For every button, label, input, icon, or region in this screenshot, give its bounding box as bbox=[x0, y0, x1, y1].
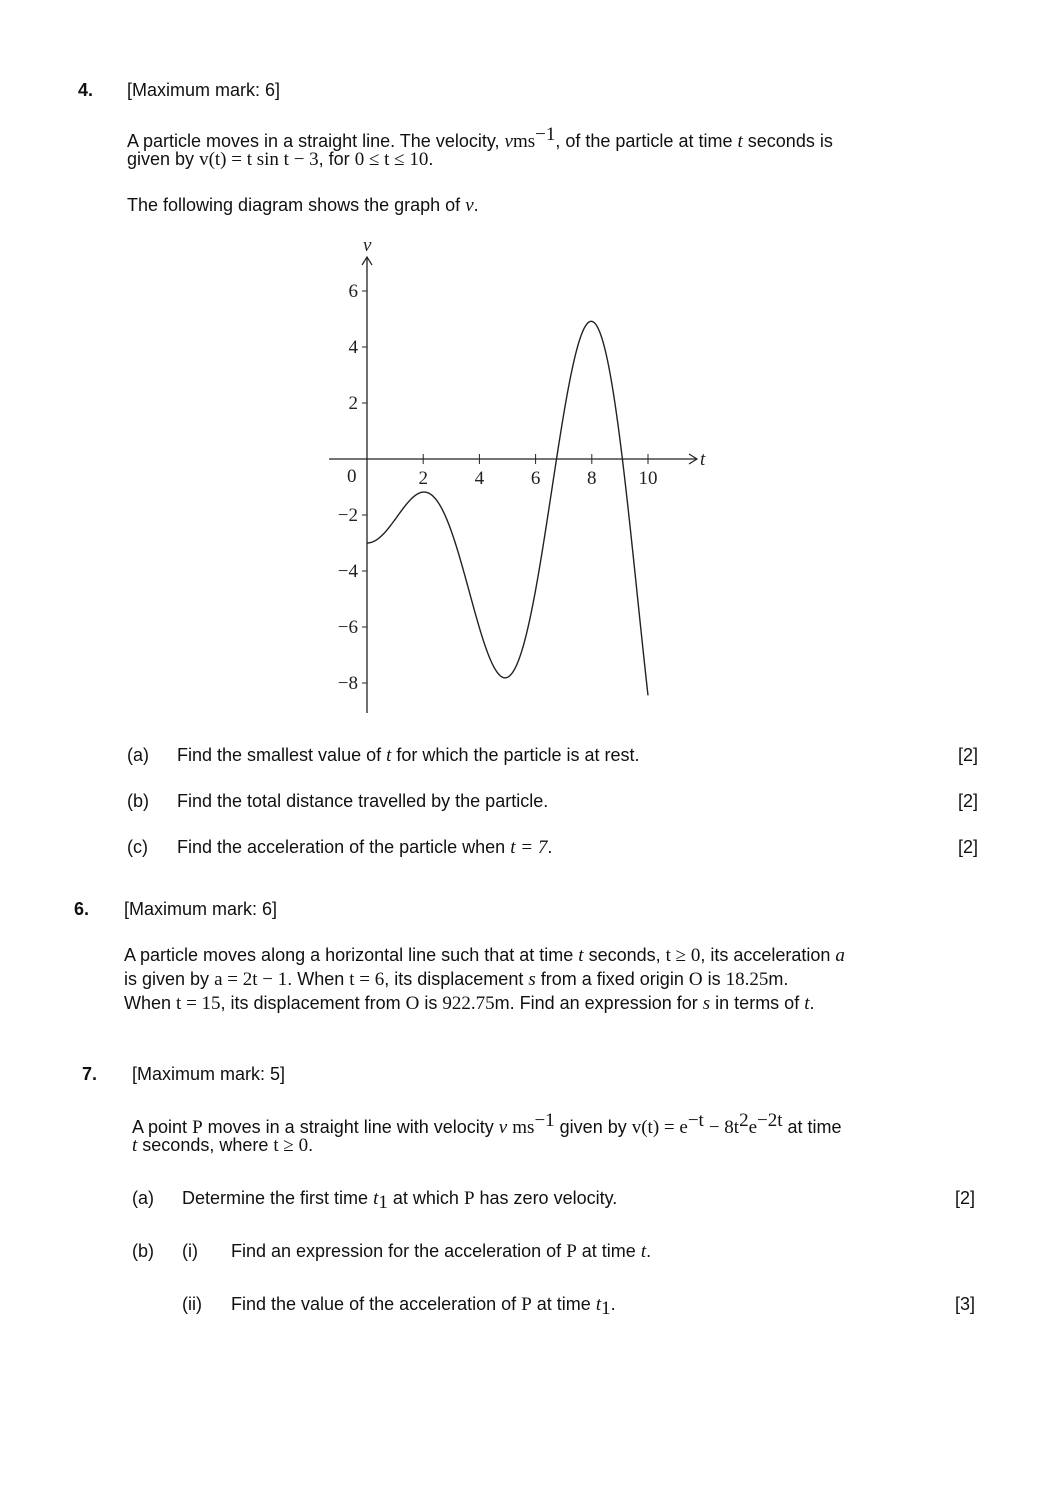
math-exp: −2t bbox=[757, 1110, 783, 1131]
math-sub: 1 bbox=[601, 1298, 611, 1319]
math-expr: e bbox=[748, 1117, 758, 1138]
text: . bbox=[809, 993, 815, 1013]
text: given by bbox=[127, 149, 195, 169]
text: A point bbox=[132, 1117, 188, 1137]
max-mark: [Maximum mark: 6] bbox=[127, 80, 281, 100]
math-t: t bbox=[804, 993, 810, 1014]
part-b-i-text bbox=[231, 1241, 651, 1263]
math-P: P bbox=[463, 1188, 475, 1209]
text: . When bbox=[287, 969, 345, 989]
max-mark: [Maximum mark: 6] bbox=[124, 899, 278, 919]
math-v: v bbox=[498, 1117, 508, 1138]
part-c-text bbox=[177, 837, 552, 859]
part-label: (a) bbox=[132, 1188, 154, 1208]
text: The following diagram shows the graph of bbox=[127, 195, 461, 215]
x-tick-label: 8 bbox=[587, 468, 597, 489]
part-mark: [2] bbox=[954, 1188, 975, 1208]
math-P: P bbox=[521, 1294, 532, 1315]
math-unit: ms bbox=[512, 131, 536, 152]
math-t7: t = 7 bbox=[510, 837, 548, 858]
y-tick-label: −4 bbox=[337, 561, 358, 582]
text: Find the value of the acceleration of bbox=[231, 1294, 517, 1314]
text: . bbox=[428, 149, 434, 169]
y-tick-label: 2 bbox=[348, 393, 358, 414]
x-tick-label: 10 bbox=[638, 468, 658, 489]
part-a-text bbox=[177, 745, 640, 767]
y-tick-label: 6 bbox=[348, 281, 358, 302]
text: moves in a straight line with velocity bbox=[207, 1117, 494, 1137]
text: at time bbox=[787, 1117, 842, 1137]
text: . bbox=[547, 837, 553, 857]
text: at time bbox=[536, 1294, 591, 1314]
question-number: 4. bbox=[78, 80, 94, 100]
math-v: v bbox=[504, 131, 513, 152]
text: seconds is bbox=[747, 131, 833, 151]
math-t6: t = 6 bbox=[349, 969, 385, 990]
subpart-label: (i) bbox=[182, 1241, 198, 1261]
text: . bbox=[308, 1135, 314, 1155]
text: at time bbox=[581, 1241, 636, 1261]
x-tick-label: 2 bbox=[418, 468, 428, 489]
question-number: 7. bbox=[82, 1064, 98, 1084]
math-sub: 1 bbox=[378, 1192, 388, 1213]
text: Determine the first time bbox=[182, 1188, 369, 1208]
part-label: (c) bbox=[127, 837, 148, 857]
math-v: v bbox=[465, 195, 474, 216]
text: , its displacement bbox=[384, 969, 524, 989]
math-velocity-function: v(t) = t sin t − 3 bbox=[199, 149, 319, 170]
math-s: s bbox=[528, 969, 536, 990]
math-s: s bbox=[702, 993, 711, 1014]
text: Find an expression for the acceleration of bbox=[231, 1241, 562, 1261]
question-number: 6. bbox=[74, 899, 90, 919]
x-tick-label: 4 bbox=[474, 468, 485, 489]
velocity-graph bbox=[0, 0, 1058, 730]
part-mark: [2] bbox=[957, 837, 978, 857]
math-unit-exp: −1 bbox=[535, 124, 556, 145]
text: m. bbox=[768, 969, 789, 989]
part-label: (b) bbox=[127, 791, 149, 811]
math-expr: − 8t bbox=[708, 1117, 740, 1138]
t-axis-label: t bbox=[700, 449, 706, 470]
q7-line-2 bbox=[132, 1135, 313, 1157]
part-a-text bbox=[182, 1188, 617, 1214]
math-P: P bbox=[566, 1241, 577, 1262]
math-t: t bbox=[578, 945, 584, 966]
math-t: t bbox=[737, 131, 743, 152]
math-expr: v(t) = e bbox=[631, 1117, 688, 1138]
math-exp: 2 bbox=[739, 1110, 749, 1131]
math-t: t bbox=[132, 1135, 138, 1156]
text: is given by bbox=[124, 969, 210, 989]
part-b-ii-text bbox=[231, 1294, 616, 1320]
text: is bbox=[707, 969, 721, 989]
text: , of the particle at time bbox=[555, 131, 733, 151]
text: is bbox=[424, 993, 438, 1013]
part-label: (b) bbox=[132, 1241, 154, 1261]
math-P: P bbox=[192, 1117, 203, 1138]
text: given by bbox=[559, 1117, 627, 1137]
math-t15: t = 15 bbox=[176, 993, 221, 1014]
part-b-text bbox=[177, 791, 548, 812]
text: . bbox=[610, 1294, 616, 1314]
text: . bbox=[646, 1241, 652, 1261]
text: , its acceleration bbox=[700, 945, 831, 965]
text: When bbox=[124, 993, 172, 1013]
math-acceleration: a = 2t − 1 bbox=[214, 969, 288, 990]
v-axis-label: v bbox=[363, 235, 372, 256]
text: , for bbox=[318, 149, 350, 169]
math-unit-exp: −1 bbox=[534, 1110, 555, 1131]
text: in terms of bbox=[715, 993, 800, 1013]
x-tick-label: 6 bbox=[530, 468, 541, 489]
math-value: 922.75 bbox=[442, 993, 495, 1014]
math-exp: −t bbox=[687, 1110, 704, 1131]
y-tick-label: −2 bbox=[337, 505, 358, 526]
max-mark: [Maximum mark: 5] bbox=[132, 1064, 286, 1084]
math-O: O bbox=[688, 969, 703, 990]
math-t1: t bbox=[373, 1188, 379, 1209]
q6-line-2 bbox=[124, 969, 788, 991]
tick-labels bbox=[338, 235, 706, 694]
part-mark: [3] bbox=[954, 1294, 975, 1314]
text: from a fixed origin bbox=[540, 969, 684, 989]
text: for which the particle is at rest. bbox=[396, 745, 640, 765]
origin-label: 0 bbox=[347, 466, 357, 487]
math-unit: ms bbox=[512, 1117, 535, 1138]
math-O: O bbox=[405, 993, 420, 1014]
math-condition: t ≥ 0 bbox=[273, 1135, 309, 1156]
y-tick-label: 4 bbox=[348, 337, 358, 358]
text: seconds, where bbox=[142, 1135, 269, 1155]
text: seconds, bbox=[588, 945, 661, 965]
text: A particle moves in a straight line. The velocity, bbox=[127, 131, 500, 151]
text: Find the acceleration of the particle when bbox=[177, 837, 506, 857]
text: Find the smallest value of bbox=[177, 745, 382, 765]
q6-line-1 bbox=[124, 945, 845, 967]
text: A particle moves along a horizontal line such that at time bbox=[124, 945, 574, 965]
math-domain: 0 ≤ t ≤ 10 bbox=[354, 149, 429, 170]
y-tick-label: −8 bbox=[337, 673, 358, 694]
text: at which bbox=[392, 1188, 459, 1208]
text: m. Find an expression for bbox=[494, 993, 698, 1013]
part-mark: [2] bbox=[957, 791, 978, 811]
math-t1: t bbox=[595, 1294, 602, 1315]
y-tick-label: −6 bbox=[337, 617, 358, 638]
math-t: t bbox=[640, 1241, 647, 1262]
part-mark: [2] bbox=[957, 745, 978, 765]
part-label: (a) bbox=[127, 745, 149, 765]
text: has zero velocity. bbox=[479, 1188, 618, 1208]
math-condition: t ≥ 0 bbox=[665, 945, 701, 966]
text: , its displacement from bbox=[220, 993, 401, 1013]
q6-line-3 bbox=[124, 993, 815, 1015]
subpart-label: (ii) bbox=[182, 1294, 202, 1314]
text: . bbox=[473, 195, 479, 215]
text: Find the total distance travelled by the particle. bbox=[177, 791, 549, 811]
math-t: t bbox=[386, 745, 392, 766]
math-a: a bbox=[835, 945, 845, 966]
math-value: 18.25 bbox=[725, 969, 769, 990]
velocity-curve bbox=[367, 321, 648, 695]
